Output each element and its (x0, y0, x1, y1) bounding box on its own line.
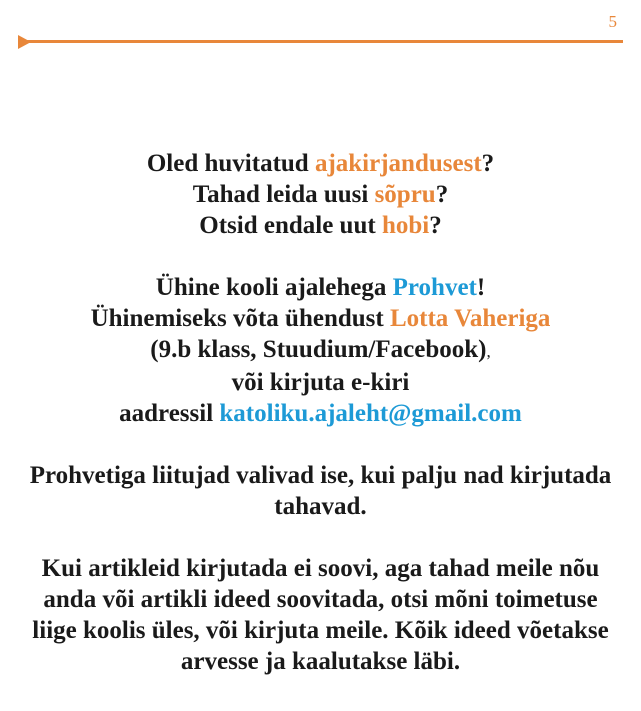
newspaper-name: Prohvet (392, 274, 477, 301)
join-line-4: või kirjuta e-kiri (231, 369, 410, 396)
contact-details: (9.b klass, Stuudium/Facebook) (150, 336, 487, 363)
header-arrow-icon (18, 35, 31, 49)
join-text-2: Ühinemiseks võta ühendust (90, 305, 390, 332)
join-line-3 (20, 334, 621, 367)
join-punct-3: , (486, 342, 491, 361)
intro-line-1 (20, 148, 621, 179)
intro-text-1: Oled huvitatud (146, 150, 315, 177)
email-link[interactable]: katoliku.ajaleht@gmail.com (219, 400, 522, 427)
freedom-paragraph: Prohvetiga liitujad valivad ise, kui palju nad kirjutada tahavad. (29, 462, 612, 520)
intro-text-2: Tahad leida uusi (192, 181, 375, 208)
contact-person: Lotta Vaheriga (389, 305, 551, 332)
highlight-hobby: hobi (381, 212, 430, 239)
join-text-1: Ühine kooli ajalehega (155, 274, 393, 301)
join-paragraph (20, 272, 621, 429)
intro-punct-1: ? (481, 150, 495, 177)
header-rule (18, 40, 623, 43)
recruitment-notice (20, 148, 621, 677)
highlight-friends: sõpru (374, 181, 436, 208)
join-punct-1: ! (476, 274, 486, 301)
join-text-5: aadressil (119, 400, 220, 427)
ideas-paragraph: Kui artikleid kirjutada ei soovi, aga tahad meile nõu anda või artikli ideed soovitada, otsi mõni toimetuse liige koolis üles, või kirjuta meile. Kõik ideed võetakse arvesse ja kaalutakse läbi. (32, 555, 609, 675)
page-number: 5 (608, 12, 617, 31)
intro-punct-3: ? (429, 212, 442, 239)
intro-line-3 (20, 210, 621, 241)
intro-line-2 (20, 179, 621, 210)
intro-paragraph (20, 148, 621, 241)
join-line-1 (20, 272, 621, 303)
highlight-journalism: ajakirjandusest (314, 150, 482, 177)
intro-text-3: Otsid endale uut (199, 212, 382, 239)
intro-punct-2: ? (435, 181, 449, 208)
join-line-5 (20, 398, 621, 429)
join-line-2 (20, 303, 621, 334)
